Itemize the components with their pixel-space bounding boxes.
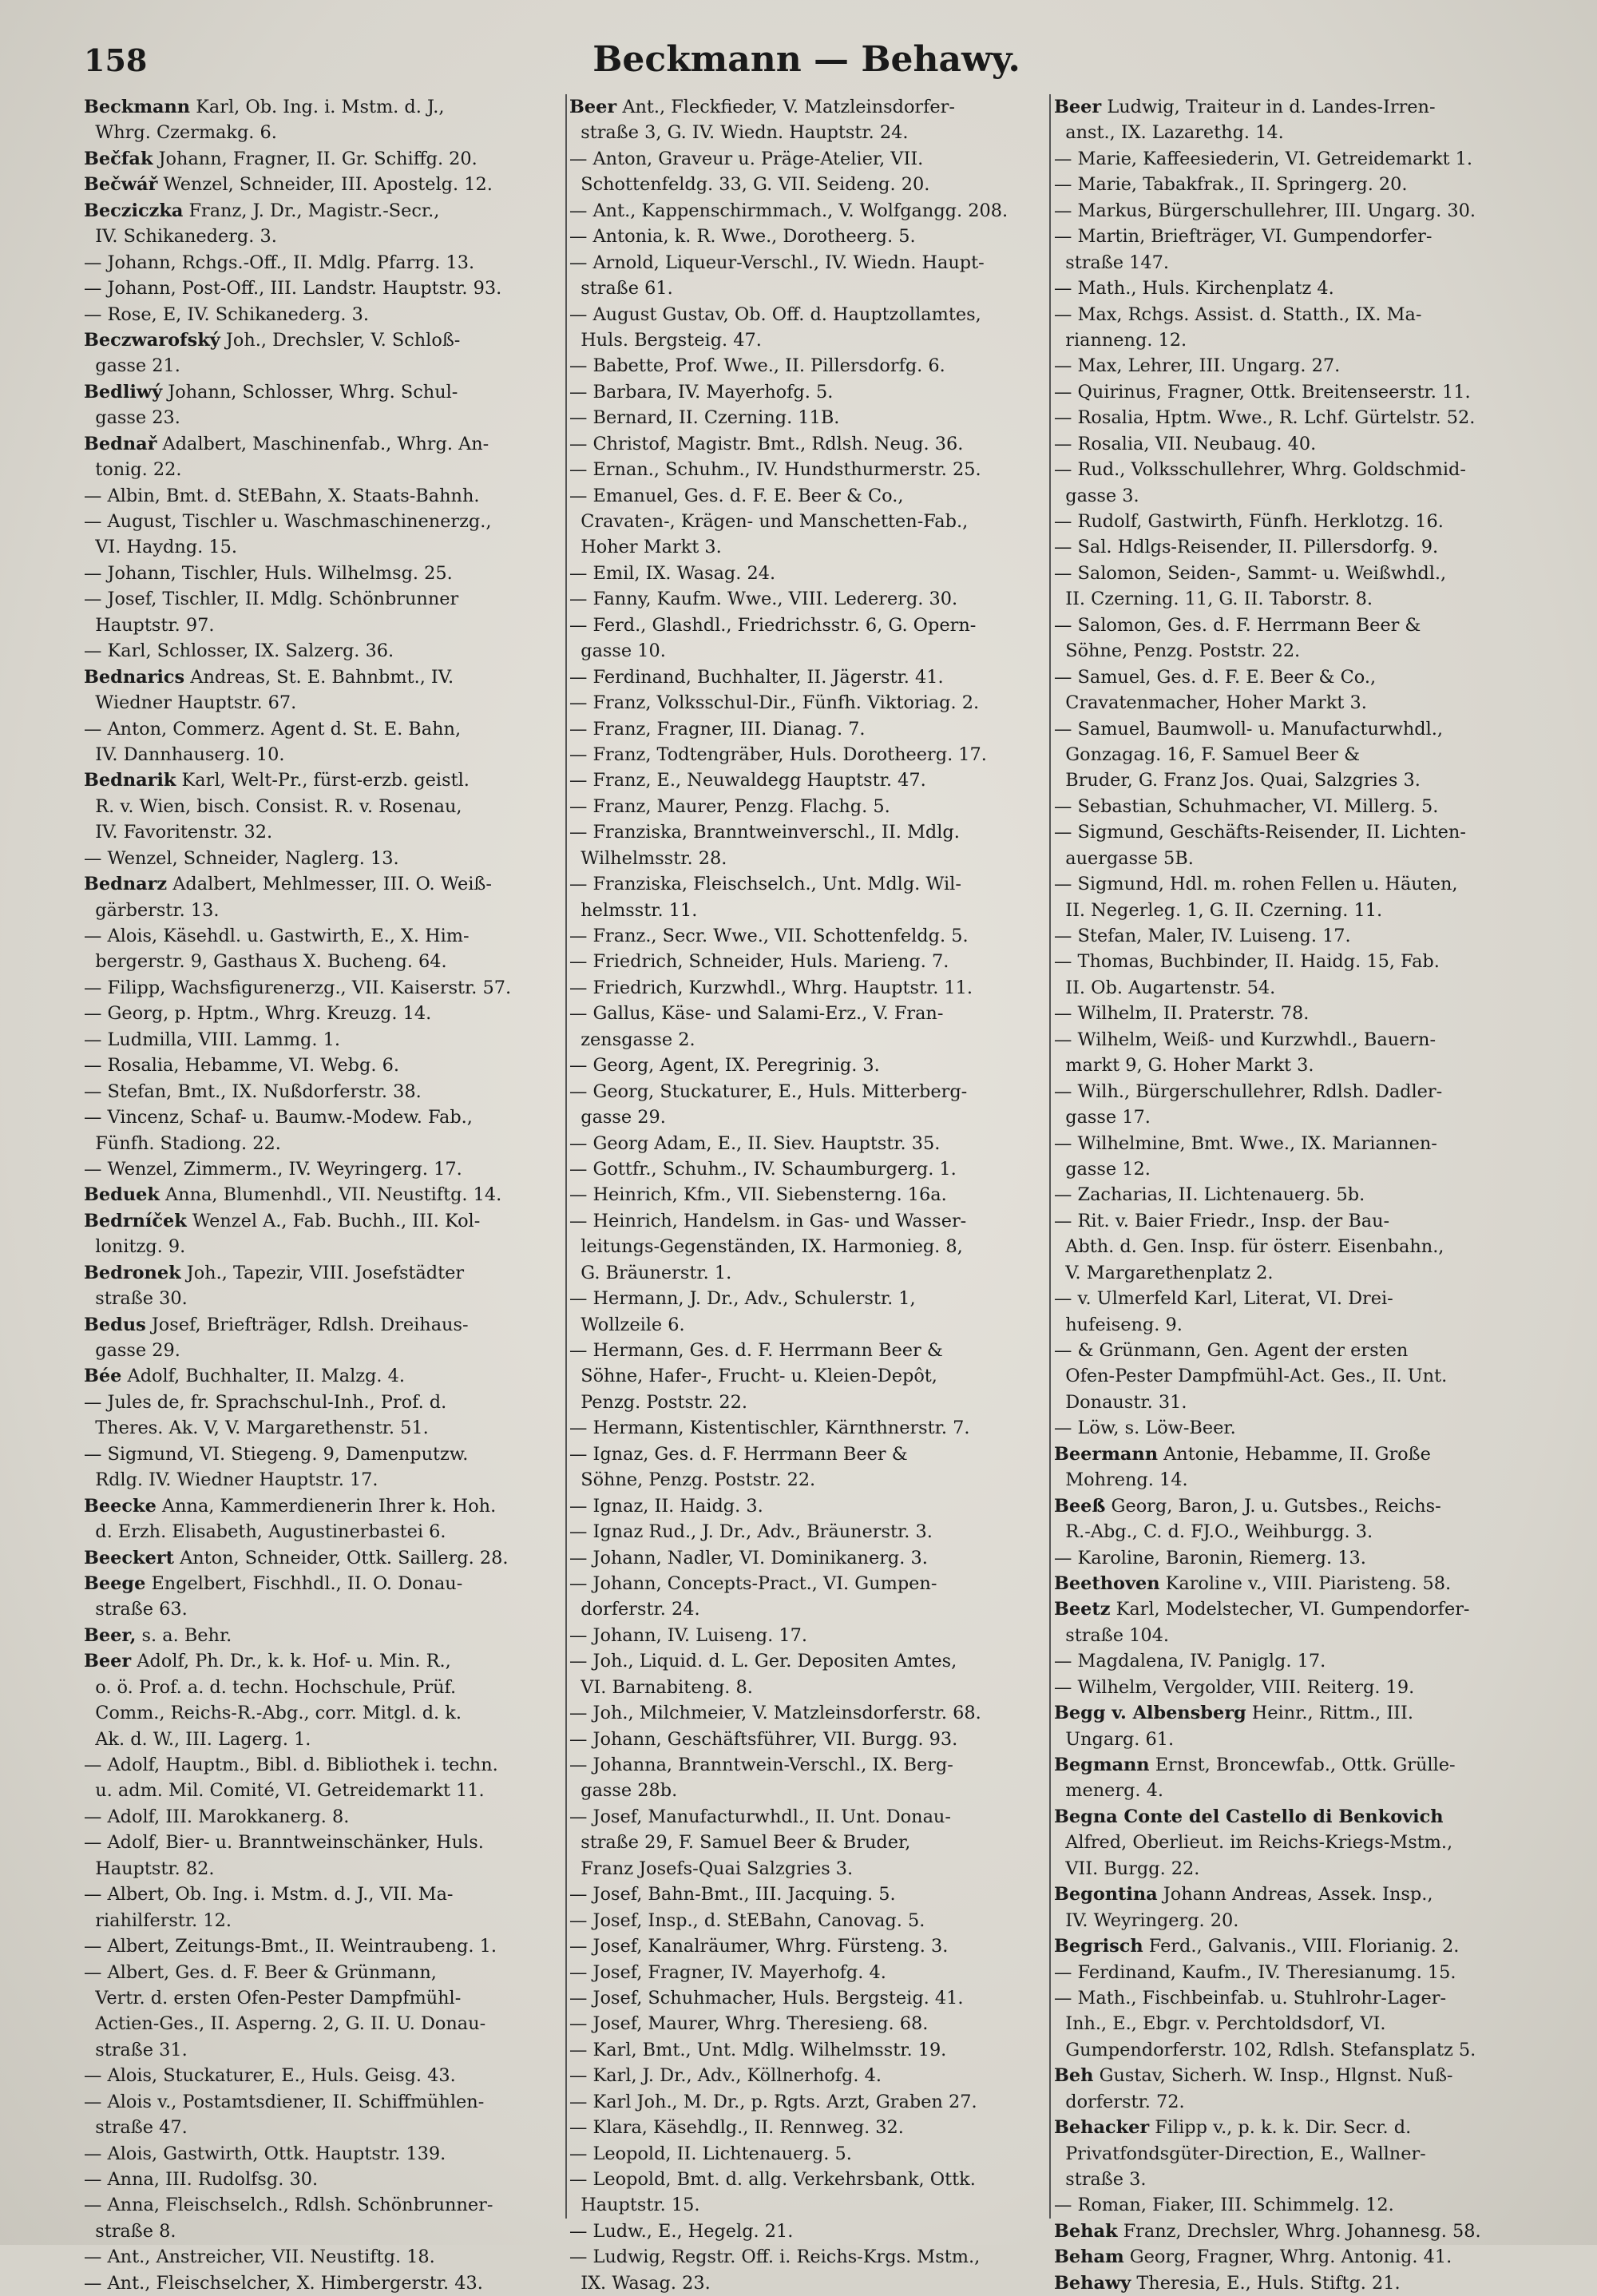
directory-entry-line: — Ant., Fleischselcher, X. Himbergerstr. 43. xyxy=(84,2272,483,2294)
directory-entry-line: — Georg, Stuckaturer, E., Huls. Mitterberg- xyxy=(569,1081,968,1102)
headword: Beeckert xyxy=(84,1547,174,1568)
directory-entry-line: — Georg, Agent, IX. Peregrinig. 3. xyxy=(569,1055,880,1077)
directory-entry-line: — August, Tischler u. Waschmaschinenerzg., xyxy=(84,511,492,532)
directory-entry-line: — Ludw., E., Hegelg. 21. xyxy=(569,2220,794,2242)
directory-entry-line: dorferstr. 24. xyxy=(569,1599,700,1620)
directory-entry-line: — Fanny, Kaufm. Wwe., VIII. Ledererg. 30. xyxy=(569,589,958,610)
directory-entry-line: — Karl, J. Dr., Adv., Köllnerhofg. 4. xyxy=(569,2065,882,2087)
directory-entry-line: Behacker Filipp v., p. k. k. Dir. Secr. d. xyxy=(1054,2117,1412,2139)
directory-entry-line: helmsstr. 11. xyxy=(569,899,698,921)
directory-entry-line: Bedliwý Johann, Schlosser, Whrg. Schul- xyxy=(84,381,458,402)
directory-entry-line: gärberstr. 13. xyxy=(84,899,220,921)
directory-entry-line: Bée Adolf, Buchhalter, II. Malzg. 4. xyxy=(84,1366,405,1387)
directory-entry-line: — Johann, IV. Luiseng. 17. xyxy=(569,1624,807,1646)
directory-entry-line: — Wilhelm, II. Praterstr. 78. xyxy=(1054,1003,1310,1025)
directory-entry-line: Privatfondsgüter-Direction, E., Wallner- xyxy=(1054,2143,1426,2164)
directory-entry-line: — Salomon, Ges. d. F. Herrmann Beer & xyxy=(1054,614,1421,636)
directory-entry-line: Bednarz Adalbert, Mehlmesser, III. O. Weiß- xyxy=(84,874,492,895)
directory-entry-line: straße 47. xyxy=(84,2117,188,2139)
directory-entry-line: Bednař Adalbert, Maschinenfab., Whrg. An- xyxy=(84,433,489,454)
directory-entry-line: Gumpendorferstr. 102, Rdlsh. Stefansplatz 5. xyxy=(1054,2039,1476,2060)
page-header xyxy=(84,36,1529,92)
directory-entry-line: Beethoven Karoline v., VIII. Piaristeng. 58. xyxy=(1054,1572,1452,1594)
directory-entry-line: Abth. d. Gen. Insp. für österr. Eisenbahn., xyxy=(1054,1236,1444,1258)
directory-entry-line: u. adm. Mil. Comité, VI. Getreidemarkt 11. xyxy=(84,1780,485,1802)
directory-entry-line: Ak. d. W., III. Lagerg. 1. xyxy=(84,1728,311,1750)
directory-entry-line: — Rit. v. Baier Friedr., Insp. der Bau- xyxy=(1054,1210,1390,1231)
directory-entry-line: tonig. 22. xyxy=(84,459,182,481)
directory-entry-line: — Leopold, II. Lichtenauerg. 5. xyxy=(569,2143,852,2164)
headword: Becziczka xyxy=(84,200,184,221)
directory-entry-line: Schottenfeldg. 33, G. VII. Seideng. 20. xyxy=(569,174,930,196)
directory-entry-line: gasse 21. xyxy=(84,355,180,377)
directory-entry-line: — Vincenz, Schaf- u. Baumw.-Modew. Fab., xyxy=(84,1107,473,1128)
directory-entry-line: — Josef, Fragner, IV. Mayerhofg. 4. xyxy=(569,1961,886,1983)
directory-entry-line: — Georg, p. Hptm., Whrg. Kreuzg. 14. xyxy=(84,1003,432,1025)
directory-entry-line: o. ö. Prof. a. d. techn. Hochschule, Prüf. xyxy=(84,1676,457,1698)
directory-entry-line: straße 104. xyxy=(1054,1624,1169,1646)
directory-entry-line: — Marie, Tabakfrak., II. Springerg. 20. xyxy=(1054,174,1408,196)
directory-entry-line: — Hermann, Kistentischler, Kärnthnerstr. 7. xyxy=(569,1418,970,1439)
directory-entry-line: Mohreng. 14. xyxy=(1054,1469,1188,1491)
directory-entry-line: gasse 28b. xyxy=(569,1780,678,1802)
directory-entry-line: lonitzg. 9. xyxy=(84,1236,186,1258)
directory-entry-line: leitungs-Gegenständen, IX. Harmonieg. 8, xyxy=(569,1236,963,1258)
directory-entry-line: markt 9, G. Hoher Markt 3. xyxy=(1054,1055,1314,1077)
headword: Beham xyxy=(1054,2246,1124,2268)
directory-entry-line: — Karl Joh., M. Dr., p. Rgts. Arzt, Graben 27. xyxy=(569,2091,977,2112)
headword: Beduek xyxy=(84,1184,160,1206)
directory-entry-line: Becziczka Franz, J. Dr., Magistr.-Secr., xyxy=(84,200,440,221)
directory-entry-line: Beer Adolf, Ph. Dr., k. k. Hof- u. Min. R., xyxy=(84,1651,451,1672)
directory-entry-line: — Wilhelm, Weiß- und Kurzwhdl., Bauern- xyxy=(1054,1029,1437,1050)
directory-entry-line: Beckmann Karl, Ob. Ing. i. Mstm. d. J., xyxy=(84,97,445,117)
directory-entry-line: — Albin, Bmt. d. StEBahn, X. Staats-Bahnh. xyxy=(84,485,480,506)
directory-entry-line: — Jules de, fr. Sprachschul-Inh., Prof. d. xyxy=(84,1391,447,1413)
directory-entry-line: Bečfak Johann, Fragner, II. Gr. Schiffg. 20. xyxy=(84,148,478,169)
directory-entry-line: Fünfh. Stadiong. 22. xyxy=(84,1132,281,1154)
directory-entry-line: — Wilhelmine, Bmt. Wwe., IX. Mariannen- xyxy=(1054,1132,1437,1154)
headword: Beer xyxy=(569,97,617,117)
headword: Begg v. Albensberg xyxy=(1054,1703,1246,1724)
directory-entry-line: riahilferstr. 12. xyxy=(84,1909,232,1931)
headword: Beer, xyxy=(84,1624,137,1646)
directory-entry-line: — Joh., Liquid. d. L. Ger. Depositen Amtes, xyxy=(569,1651,957,1672)
headword: Beer xyxy=(1054,97,1102,117)
directory-entry-line: Alfred, Oberlieut. im Reichs-Kriegs-Mstm., xyxy=(1054,1832,1453,1854)
directory-entry-line: — Franz, Fragner, III. Dianag. 7. xyxy=(569,718,866,740)
directory-entry-line: — Heinrich, Kfm., VII. Siebensterng. 16a. xyxy=(569,1184,947,1206)
directory-entry-line: — Gallus, Käse- und Salami-Erz., V. Fran- xyxy=(569,1003,944,1025)
directory-entry-line: Bedus Josef, Briefträger, Rdlsh. Dreihaus- xyxy=(84,1314,469,1335)
directory-entry-line: — Josef, Kanalräumer, Whrg. Fürsteng. 3. xyxy=(569,1936,949,1957)
column-divider xyxy=(1049,94,1051,2219)
directory-entry-line: — Friedrich, Kurzwhdl., Whrg. Hauptstr. 11. xyxy=(569,977,973,998)
page-title: Beckmann — Behawy. xyxy=(592,39,1020,80)
directory-entry-line: — Josef, Bahn-Bmt., III. Jacquing. 5. xyxy=(569,1884,896,1905)
directory-entry-line: IV. Schikanederg. 3. xyxy=(84,226,277,248)
directory-entry-line: — Johann, Post-Off., III. Landstr. Hauptstr. 93. xyxy=(84,278,502,299)
directory-entry-line: Penzg. Poststr. 22. xyxy=(569,1391,748,1413)
page-number: 158 xyxy=(84,42,148,78)
directory-entry-line: anst., IX. Lazarethg. 14. xyxy=(1054,122,1284,144)
directory-entry-line: — Anna, III. Rudolfsg. 30. xyxy=(84,2169,319,2190)
directory-entry-line: — Christof, Magistr. Bmt., Rdlsh. Neug. 36. xyxy=(569,433,964,454)
headword: Behawy xyxy=(1054,2272,1131,2294)
headword: Bečfak xyxy=(84,148,153,169)
directory-entry-line: gasse 23. xyxy=(84,407,180,429)
directory-entry-line: gasse 17. xyxy=(1054,1107,1151,1128)
directory-entry-line: — Johann, Nadler, VI. Dominikanerg. 3. xyxy=(569,1547,928,1568)
directory-entry-line: — Josef, Tischler, II. Mdlg. Schönbrunner xyxy=(84,589,459,610)
directory-entry-line: — Albert, Zeitungs-Bmt., II. Weintraubeng. 1. xyxy=(84,1936,497,1957)
directory-entry-line: Wollzeile 6. xyxy=(569,1314,685,1335)
headword: Begmann xyxy=(1054,1755,1150,1775)
directory-entry-line: Söhne, Penzg. Poststr. 22. xyxy=(569,1469,816,1491)
directory-entry-line: — Sebastian, Schuhmacher, VI. Millerg. 5. xyxy=(1054,795,1439,817)
directory-entry-line: VI. Haydng. 15. xyxy=(84,537,237,558)
directory-entry-line: — Ignaz, II. Haidg. 3. xyxy=(569,1495,763,1517)
directory-entry-line: — Hermann, J. Dr., Adv., Schulerstr. 1, xyxy=(569,1288,916,1310)
headword: Begrisch xyxy=(1054,1936,1143,1957)
directory-entry-line: — Karl, Schlosser, IX. Salzerg. 36. xyxy=(84,640,394,662)
directory-entry-line: — Roman, Fiaker, III. Schimmelg. 12. xyxy=(1054,2195,1394,2216)
directory-entry-line: — Albert, Ob. Ing. i. Mstm. d. J., VII. Ma- xyxy=(84,1884,454,1905)
directory-entry-line: — Thomas, Buchbinder, II. Haidg. 15, Fab. xyxy=(1054,951,1440,973)
directory-entry-line: — Rosalia, Hptm. Wwe., R. Lchf. Gürtelstr. 52. xyxy=(1054,407,1476,429)
directory-entry-line: — Ignaz, Ges. d. F. Herrmann Beer & xyxy=(569,1443,908,1465)
headword: Beczwarofský xyxy=(84,329,220,351)
directory-entry-line: Gonzagag. 16, F. Samuel Beer & xyxy=(1054,744,1361,765)
directory-entry-line: — Alois v., Postamtsdiener, II. Schiffmühlen- xyxy=(84,2091,485,2112)
directory-entry-line: — Adolf, Hauptm., Bibl. d. Bibliothek i. techn. xyxy=(84,1755,498,1775)
directory-entry-line: gasse 10. xyxy=(569,640,666,662)
directory-entry-line: — Adolf, III. Marokkanerg. 8. xyxy=(84,1806,350,1827)
headword: Bedliwý xyxy=(84,381,163,402)
directory-entry-line: — Stefan, Bmt., IX. Nußdorferstr. 38. xyxy=(84,1081,422,1102)
directory-entry-line: Bedronek Joh., Tapezir, VIII. Josefstädter xyxy=(84,1262,465,1283)
directory-entry-line: gasse 12. xyxy=(1054,1158,1151,1180)
directory-entry-line: — Franz, Maurer, Penzg. Flachg. 5. xyxy=(569,795,890,817)
directory-entry-line: Beecke Anna, Kammerdienerin Ihrer k. Hoh. xyxy=(84,1495,497,1517)
headword: Bednař xyxy=(84,433,157,454)
headword: Beetz xyxy=(1054,1599,1111,1620)
directory-entry-line: — Joh., Milchmeier, V. Matzleinsdorferstr. 68. xyxy=(569,1703,981,1724)
directory-entry-line: — Wilh., Bürgerschullehrer, Rdlsh. Dadler- xyxy=(1054,1081,1443,1102)
directory-entry-line: straße 31. xyxy=(84,2039,188,2060)
directory-entry-line: — August Gustav, Ob. Off. d. Hauptzollamtes, xyxy=(569,303,981,325)
directory-entry-line: Begrisch Ferd., Galvanis., VIII. Florianig. 2. xyxy=(1054,1936,1460,1957)
directory-entry-line: — Alois, Stuckaturer, E., Huls. Geisg. 43. xyxy=(84,2065,456,2087)
directory-entry-line: — Johann, Tischler, Huls. Wilhelmsg. 25. xyxy=(84,562,453,584)
directory-entry-line: — Josef, Manufacturwhdl., II. Unt. Donau- xyxy=(569,1806,951,1827)
column-middle xyxy=(569,94,1047,2296)
directory-entry-line: Söhne, Penzg. Poststr. 22. xyxy=(1054,640,1301,662)
directory-entry-line: — Löw, s. Löw-Beer. xyxy=(1054,1418,1236,1439)
directory-entry-line: Beh Gustav, Sicherh. W. Insp., Hlgnst. Nuß- xyxy=(1054,2065,1453,2087)
directory-entry-line: II. Ob. Augartenstr. 54. xyxy=(1054,977,1276,998)
directory-entry-line: Beege Engelbert, Fischhdl., II. O. Donau- xyxy=(84,1572,463,1594)
directory-entry-line: — Wenzel, Zimmerm., IV. Weyringerg. 17. xyxy=(84,1158,462,1180)
directory-entry-line: — Rudolf, Gastwirth, Fünfh. Herklotzg. 16. xyxy=(1054,511,1444,532)
directory-entry-line: — Franz, Volksschul-Dir., Fünfh. Viktoriag. 2. xyxy=(569,692,980,714)
directory-entry-line: — Adolf, Bier- u. Branntweinschänker, Huls. xyxy=(84,1832,484,1854)
directory-entry-line: Donaustr. 31. xyxy=(1054,1391,1187,1413)
headword: Beh xyxy=(1054,2065,1094,2087)
directory-entry-line: Ofen-Pester Dampfmühl-Act. Ges., II. Unt. xyxy=(1054,1366,1448,1387)
directory-entry-line: — Friedrich, Schneider, Huls. Marieng. 7. xyxy=(569,951,949,973)
directory-entry-line: — Rosalia, VII. Neubaug. 40. xyxy=(1054,433,1317,454)
directory-entry-line: — Sigmund, VI. Stiegeng. 9, Damenputzw. xyxy=(84,1443,469,1465)
directory-entry-line: Actien-Ges., II. Asperng. 2, G. II. U. Donau- xyxy=(84,2013,486,2035)
directory-entry-line: Beer Ant., Fleckfieder, V. Matzleinsdorfer- xyxy=(569,97,955,117)
directory-entry-line: gasse 29. xyxy=(84,1340,180,1361)
directory-entry-line: hufeiseng. 9. xyxy=(1054,1314,1183,1335)
directory-entry-line: — Franz, E., Neuwaldegg Hauptstr. 47. xyxy=(569,770,926,791)
directory-entry-line: — Wenzel, Schneider, Naglerg. 13. xyxy=(84,847,399,869)
directory-entry-line: — Ignaz Rud., J. Dr., Adv., Bräunerstr. 3. xyxy=(569,1521,933,1543)
directory-entry-line: — Georg Adam, E., II. Siev. Hauptstr. 35. xyxy=(569,1132,941,1154)
directory-entry-line: straße 29, F. Samuel Beer & Bruder, xyxy=(569,1832,911,1854)
directory-entry-line: Whrg. Czermakg. 6. xyxy=(84,122,277,144)
directory-entry-line: — Barbara, IV. Mayerhofg. 5. xyxy=(569,381,834,402)
headword: Beethoven xyxy=(1054,1572,1160,1594)
directory-entry-line: straße 30. xyxy=(84,1288,188,1310)
directory-entry-line: Beczwarofský Joh., Drechsler, V. Schloß- xyxy=(84,329,461,351)
headword: Begontina xyxy=(1054,1884,1158,1905)
directory-entry-line: — Math., Huls. Kirchenplatz 4. xyxy=(1054,278,1334,299)
directory-entry-line: V. Margarethenplatz 2. xyxy=(1054,1262,1274,1283)
directory-entry-line: — Ferd., Glashdl., Friedrichsstr. 6, G. Opern- xyxy=(569,614,977,636)
directory-entry-line: — Heinrich, Handelsm. in Gas- und Wasser- xyxy=(569,1210,967,1231)
directory-entry-line: R.-Abg., C. d. FJ.O., Weihburgg. 3. xyxy=(1054,1521,1373,1543)
directory-entry-line: IV. Favoritenstr. 32. xyxy=(84,822,273,843)
directory-entry-line: Bečwář Wenzel, Schneider, III. Apostelg. 12. xyxy=(84,174,493,196)
directory-entry-line: — Quirinus, Fragner, Ottk. Breitenseerstr. 11. xyxy=(1054,381,1471,402)
directory-entry-line: auergasse 5B. xyxy=(1054,847,1194,869)
directory-entry-line: — Klara, Käsehdlg., II. Rennweg. 32. xyxy=(569,2117,904,2139)
headword: Bée xyxy=(84,1366,122,1387)
directory-entry-line: Bednarics Andreas, St. E. Bahnbmt., IV. xyxy=(84,666,454,688)
directory-entry-line: — Markus, Bürgerschullehrer, III. Ungarg. 30. xyxy=(1054,200,1476,221)
directory-entry-line: VII. Burgg. 22. xyxy=(1054,1858,1200,1879)
headword: Bednarics xyxy=(84,666,185,688)
directory-entry-line: — Franziska, Fleischselch., Unt. Mdlg. Wil- xyxy=(569,874,961,895)
directory-entry-line: — & Grünmann, Gen. Agent der ersten xyxy=(1054,1340,1409,1361)
directory-entry-line: — Johann, Concepts-Pract., VI. Gumpen- xyxy=(569,1572,937,1594)
directory-entry-line: — Wilhelm, Vergolder, VIII. Reiterg. 19. xyxy=(1054,1676,1415,1698)
directory-entry-line: Bedrníček Wenzel A., Fab. Buchh., III. Kol- xyxy=(84,1210,481,1231)
directory-entry-line: Cravaten-, Krägen- und Manschetten-Fab., xyxy=(569,511,969,532)
directory-entry-line: — Josef, Schuhmacher, Huls. Bergsteig. 41. xyxy=(569,1987,964,2009)
directory-entry-line: — Leopold, Bmt. d. allg. Verkehrsbank, Ottk. xyxy=(569,2169,976,2190)
directory-entry-line: IV. Dannhauserg. 10. xyxy=(84,744,285,765)
directory-entry-line: straße 61. xyxy=(569,278,673,299)
directory-entry-line: — Math., Fischbeinfab. u. Stuhlrohr-Lager- xyxy=(1054,1987,1447,2009)
directory-entry-line: — Sigmund, Geschäfts-Reisender, II. Lichten- xyxy=(1054,822,1466,843)
directory-entry-line: — Hermann, Ges. d. F. Herrmann Beer & xyxy=(569,1340,943,1361)
directory-entry-line: — Anna, Fleischselch., Rdlsh. Schönbrunner- xyxy=(84,2195,493,2216)
directory-entry-line: — Johann, Rchgs.-Off., II. Mdlg. Pfarrg. 13. xyxy=(84,252,475,273)
directory-entry-line: VI. Barnabiteng. 8. xyxy=(569,1676,753,1698)
directory-entry-line: — Bernard, II. Czerning. 11B. xyxy=(569,407,840,429)
directory-entry-line: — Anton, Graveur u. Präge-Atelier, VII. xyxy=(569,148,924,169)
directory-entry-line: Behawy Theresia, E., Huls. Stiftg. 21. xyxy=(1054,2272,1401,2294)
directory-entry-line: G. Bräunerstr. 1. xyxy=(569,1262,732,1283)
directory-entry-line: — Martin, Briefträger, VI. Gumpendorfer- xyxy=(1054,226,1433,248)
headword: Beege xyxy=(84,1572,146,1594)
directory-entry-line: — Babette, Prof. Wwe., II. Pillersdorfg. 6. xyxy=(569,355,945,377)
directory-entry-line: — Max, Rchgs. Assist. d. Statth., IX. Ma- xyxy=(1054,303,1422,325)
directory-entry-line: dorferstr. 72. xyxy=(1054,2091,1185,2112)
column-left xyxy=(84,94,561,2296)
directory-entry-line: Ungarg. 61. xyxy=(1054,1728,1175,1750)
directory-entry-line: — Karl, Bmt., Unt. Mdlg. Wilhelmsstr. 19. xyxy=(569,2039,947,2060)
directory-entry-line: straße 8. xyxy=(84,2220,176,2242)
directory-entry-line: — Emanuel, Ges. d. F. E. Beer & Co., xyxy=(569,485,904,506)
directory-entry-line: Hauptstr. 82. xyxy=(84,1858,215,1879)
directory-entry-line: Vertr. d. ersten Ofen-Pester Dampfmühl- xyxy=(84,1987,462,2009)
directory-entry-line: — Josef, Maurer, Whrg. Theresieng. 68. xyxy=(569,2013,929,2035)
column-right xyxy=(1054,94,1532,2296)
directory-entry-line: Söhne, Hafer-, Frucht- u. Kleien-Depôt, xyxy=(569,1366,937,1387)
directory-entry-line: Beham Georg, Fragner, Whrg. Antonig. 41. xyxy=(1054,2246,1452,2268)
headword: Beeß xyxy=(1054,1495,1106,1517)
column-divider xyxy=(565,94,567,2219)
headword: Bedrníček xyxy=(84,1210,187,1231)
directory-entry-line: — Antonia, k. R. Wwe., Dorotheerg. 5. xyxy=(569,226,916,248)
directory-entry-line: — Ludwig, Regstr. Off. i. Reichs-Krgs. Mstm., xyxy=(569,2246,981,2268)
directory-entry-line: Beer Ludwig, Traiteur in d. Landes-Irren- xyxy=(1054,97,1436,117)
directory-entry-line: bergerstr. 9, Gasthaus X. Bucheng. 64. xyxy=(84,951,447,973)
headword: Bedus xyxy=(84,1314,146,1335)
directory-entry-line: Theres. Ak. V, V. Margarethenstr. 51. xyxy=(84,1418,429,1439)
directory-entry-line: Comm., Reichs-R.-Abg., corr. Mitgl. d. k. xyxy=(84,1703,462,1724)
directory-entry-line: — Samuel, Baumwoll- u. Manufacturwhdl., xyxy=(1054,718,1443,740)
directory-entry-line: — Ludmilla, VIII. Lammg. 1. xyxy=(84,1029,340,1050)
directory-entry-line: — Sal. Hdlgs-Reisender, II. Pillersdorfg. 9. xyxy=(1054,537,1439,558)
directory-entry-line: — Ferdinand, Buchhalter, II. Jägerstr. 41. xyxy=(569,666,944,688)
headword: Bednarz xyxy=(84,874,168,895)
headword: Bednarik xyxy=(84,770,176,791)
directory-entry-line: — Gottfr., Schuhm., IV. Schaumburgerg. 1. xyxy=(569,1158,957,1180)
directory-entry-line: — Josef, Insp., d. StEBahn, Canovag. 5. xyxy=(569,1909,925,1931)
directory-entry-line: Bednarik Karl, Welt-Pr., fürst-erzb. geistl. xyxy=(84,770,470,791)
directory-entry-line: Beeß Georg, Baron, J. u. Gutsbes., Reichs- xyxy=(1054,1495,1441,1517)
headword: Beer xyxy=(84,1651,132,1672)
directory-entry-line: — Magdalena, IV. Paniglg. 17. xyxy=(1054,1651,1326,1672)
directory-entry-line: Beer, s. a. Behr. xyxy=(84,1624,232,1646)
directory-entry-line: — Johanna, Branntwein-Verschl., IX. Berg- xyxy=(569,1755,953,1775)
directory-entry-line: straße 147. xyxy=(1054,252,1169,273)
headword: Bečwář xyxy=(84,174,158,196)
directory-entry-line: R. v. Wien, bisch. Consist. R. v. Rosenau, xyxy=(84,795,462,817)
directory-entry-line: Beetz Karl, Modelstecher, VI. Gumpendorfer- xyxy=(1054,1599,1470,1620)
headword: Beckmann xyxy=(84,97,191,117)
directory-entry-line: — Ferdinand, Kaufm., IV. Theresianumg. 15. xyxy=(1054,1961,1456,1983)
directory-entry-line: Behak Franz, Drechsler, Whrg. Johannesg. 58. xyxy=(1054,2220,1481,2242)
directory-entry-line: — Ant., Kappenschirmmach., V. Wolfgangg. 208. xyxy=(569,200,1009,221)
headword: Bedronek xyxy=(84,1262,181,1283)
directory-entry-line: IX. Wasag. 23. xyxy=(569,2272,711,2294)
directory-entry-line: — Salomon, Seiden-, Sammt- u. Weißwhdl., xyxy=(1054,562,1447,584)
directory-entry-line: — Karoline, Baronin, Riemerg. 13. xyxy=(1054,1547,1366,1568)
directory-entry-line: Begg v. Albensberg Heinr., Rittm., III. xyxy=(1054,1703,1413,1724)
directory-entry-line: Hauptstr. 15. xyxy=(569,2195,700,2216)
directory-entry-line: straße 63. xyxy=(84,1599,188,1620)
directory-entry-line: — Anton, Commerz. Agent d. St. E. Bahn, xyxy=(84,718,462,740)
directory-entry-line: — Arnold, Liqueur-Verschl., IV. Wiedn. Haupt- xyxy=(569,252,985,273)
directory-entry-line: — Ant., Anstreicher, VII. Neustiftg. 18. xyxy=(84,2246,435,2268)
directory-entry-line: — Emil, IX. Wasag. 24. xyxy=(569,562,776,584)
directory-entry-line: Rdlg. IV. Wiedner Hauptstr. 17. xyxy=(84,1469,378,1491)
directory-entry-line: gasse 3. xyxy=(1054,485,1139,506)
directory-entry-line: — Franziska, Branntweinverschl., II. Mdlg. xyxy=(569,822,960,843)
directory-entry-line: rianneng. 12. xyxy=(1054,329,1187,351)
directory-entry-line: menerg. 4. xyxy=(1054,1780,1164,1802)
directory-entry-line: Wilhelmsstr. 28. xyxy=(569,847,727,869)
headword: Beermann xyxy=(1054,1443,1158,1465)
directory-entry-line: — Stefan, Maler, IV. Luiseng. 17. xyxy=(1054,926,1351,946)
directory-entry-line: Bruder, G. Franz Jos. Quai, Salzgries 3. xyxy=(1054,770,1421,791)
headword: Beecke xyxy=(84,1495,157,1517)
directory-entry-line: II. Czerning. 11, G. II. Taborstr. 8. xyxy=(1054,589,1373,610)
directory-entry-line: — Albert, Ges. d. F. Beer & Grünmann, xyxy=(84,1961,437,1983)
directory-entry-line: Beduek Anna, Blumenhdl., VII. Neustiftg. 14. xyxy=(84,1184,502,1206)
directory-entry-line xyxy=(1054,1804,1532,1830)
directory-entry-line: Huls. Bergsteig. 47. xyxy=(569,329,762,351)
directory-entry-line: — Alois, Käsehdl. u. Gastwirth, E., X. Him- xyxy=(84,926,470,946)
headword: Behak xyxy=(1054,2220,1118,2242)
directory-entry-line: Hauptstr. 97. xyxy=(84,614,215,636)
directory-entry-line: — Zacharias, II. Lichtenauerg. 5b. xyxy=(1054,1184,1365,1206)
directory-entry-line: — v. Ulmerfeld Karl, Literat, VI. Drei- xyxy=(1054,1288,1393,1310)
directory-entry-line: d. Erzh. Elisabeth, Augustinerbastei 6. xyxy=(84,1521,446,1543)
directory-entry-line: — Rose, E, IV. Schikanederg. 3. xyxy=(84,303,370,325)
directory-entry-line: Begontina Johann Andreas, Assek. Insp., xyxy=(1054,1884,1433,1905)
directory-entry-line: Cravatenmacher, Hoher Markt 3. xyxy=(1054,692,1367,714)
directory-entry-line: — Rosalia, Hebamme, VI. Webg. 6. xyxy=(84,1055,399,1077)
directory-entry-line: Beeckert Anton, Schneider, Ottk. Saillerg. 28. xyxy=(84,1547,509,1568)
directory-entry-line: — Max, Lehrer, III. Ungarg. 27. xyxy=(1054,355,1341,377)
directory-entry-line: II. Negerleg. 1, G. II. Czerning. 11. xyxy=(1054,899,1383,921)
directory-entry-line: — Sigmund, Hdl. m. rohen Fellen u. Häuten, xyxy=(1054,874,1458,895)
directory-entry-line: Hoher Markt 3. xyxy=(569,537,722,558)
directory-entry-line: — Alois, Gastwirth, Ottk. Hauptstr. 139. xyxy=(84,2143,446,2164)
directory-entry-line: gasse 29. xyxy=(569,1107,666,1128)
directory-entry-line: — Samuel, Ges. d. F. E. Beer & Co., xyxy=(1054,666,1377,688)
headword: Begna Conte del Castello di Benkovich xyxy=(1054,1806,1444,1827)
directory-entry-line: Inh., E., Ebgr. v. Perchtoldsdorf, VI. xyxy=(1054,2013,1386,2035)
directory-entry-line: zensgasse 2. xyxy=(569,1029,695,1050)
directory-entry-line: Franz Josefs-Quai Salzgries 3. xyxy=(569,1858,854,1879)
directory-entry-line: — Franz, Todtengräber, Huls. Dorotheerg. 17. xyxy=(569,744,987,765)
directory-entry-line: — Ernan., Schuhm., IV. Hundsthurmerstr. 25. xyxy=(569,459,981,481)
directory-entry-line: Beermann Antonie, Hebamme, II. Große xyxy=(1054,1443,1431,1465)
directory-entry-line: Wiedner Hauptstr. 67. xyxy=(84,692,297,714)
directory-entry-line: — Johann, Geschäftsführer, VII. Burgg. 93. xyxy=(569,1728,958,1750)
directory-entry-line: — Filipp, Wachsfigurenerzg., VII. Kaiserstr. 57. xyxy=(84,977,512,998)
directory-entry-line: straße 3. xyxy=(1054,2169,1147,2190)
directory-entry-line: — Rud., Volksschullehrer, Whrg. Goldschmid- xyxy=(1054,459,1466,481)
directory-entry-line: — Franz., Secr. Wwe., VII. Schottenfeldg. 5. xyxy=(569,926,969,946)
directory-entry-line: Begmann Ernst, Broncewfab., Ottk. Grülle- xyxy=(1054,1755,1456,1775)
headword: Behacker xyxy=(1054,2117,1150,2139)
directory-entry-line: — Marie, Kaffeesiederin, VI. Getreidemarkt 1. xyxy=(1054,148,1473,169)
directory-entry-line: IV. Weyringerg. 20. xyxy=(1054,1909,1239,1931)
directory-entry-line: straße 3, G. IV. Wiedn. Hauptstr. 24. xyxy=(569,122,909,144)
